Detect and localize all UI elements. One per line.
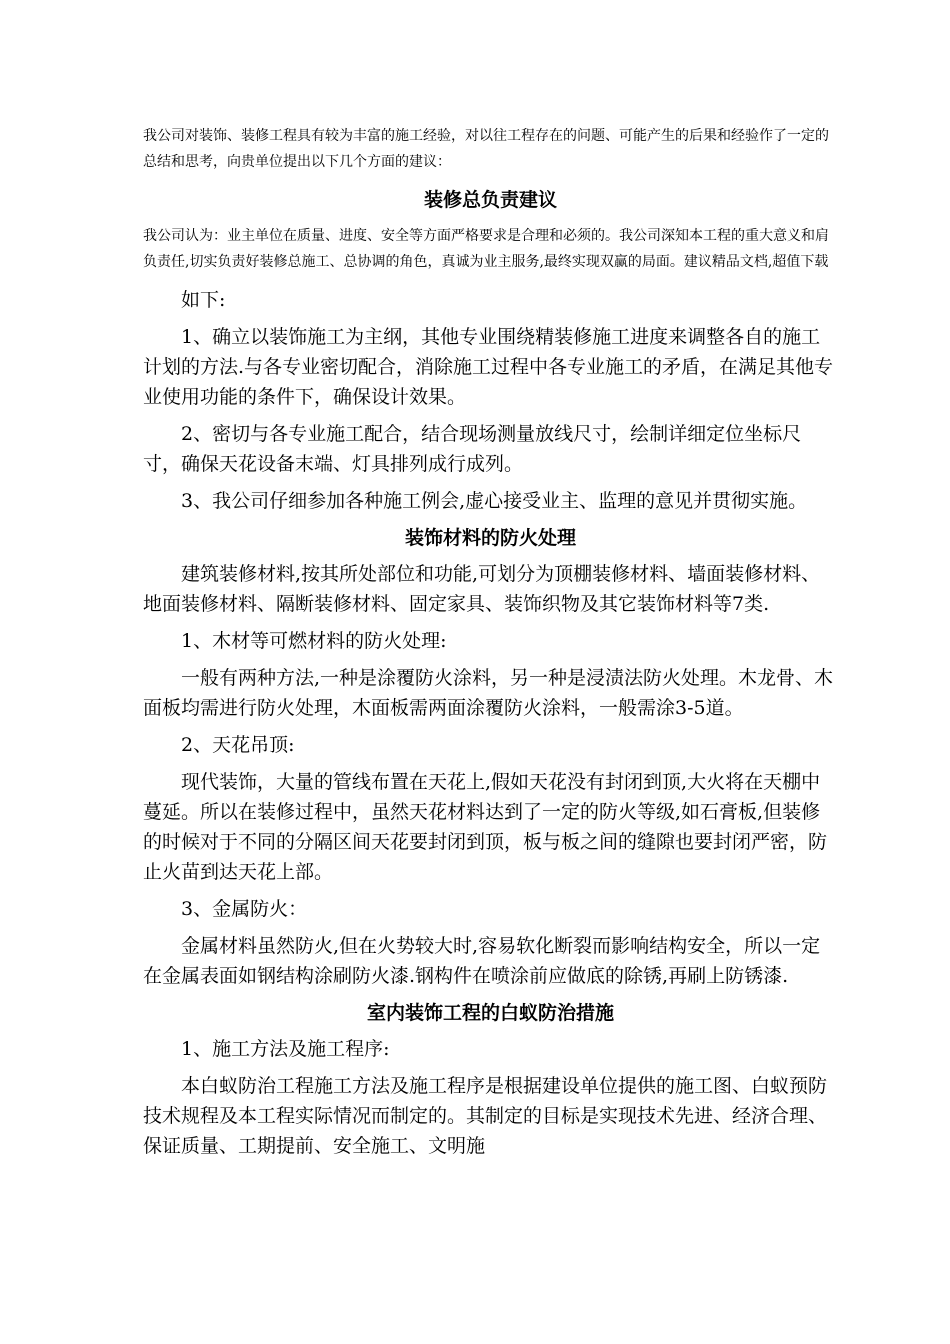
section-title-decoration-lead: 装修总负责建议 xyxy=(423,189,557,211)
body-paragraph: 如下: xyxy=(181,289,226,311)
section-title-termite-control: 室内装饰工程的白蚁防治措施 xyxy=(366,1002,614,1024)
body-paragraph: 1、施工方法及施工程序: xyxy=(181,1038,390,1060)
body-paragraph: 建筑装修材料,按其所处部位和功能,可划分为顶棚装修材料、墙面装修材料、地面装修材料、隔断装修材料、固定家具、装饰织物及其它装饰材料等7类. xyxy=(143,563,821,615)
body-paragraph: 1、木材等可燃材料的防火处理: xyxy=(181,630,447,652)
section-lead-paragraph: 我公司认为：业主单位在质量、进度、安全等方面严格要求是合理和必须的。我公司深知本工程的重大意义和肩负责任,切实负责好装修总施工、总协调的角色，真诚为业主服务,最终实现双赢的局面。建议精品文档,超值下载 xyxy=(143,228,829,270)
body-paragraph: 1、确立以装饰施工为主纲，其他专业围绕精装修施工进度来调整各自的施工计划的方法.与各专业密切配合，消除施工过程中各专业施工的矛盾，在满足其他专业使用功能的条件下，确保设计效果。 xyxy=(143,326,834,408)
body-paragraph: 2、密切与各专业施工配合，结合现场测量放线尺寸，绘制详细定位坐标尺寸，确保天花设备末端、灯具排列成行成列。 xyxy=(143,423,802,475)
body-paragraph: 一般有两种方法,一种是涂覆防火涂料，另一种是浸渍法防火处理。木龙骨、木面板均需进行防火处理，木面板需两面涂覆防火涂料，一般需涂3-5道。 xyxy=(143,667,834,719)
body-paragraph: 金属材料虽然防火,但在火势较大时,容易软化断裂而影响结构安全，所以一定在金属表面如钢结构涂刷防火漆.钢构件在喷涂前应做底的除锈,再刷上防锈漆. xyxy=(143,935,821,987)
body-paragraph: 3、金属防火： xyxy=(181,898,308,920)
document-body xyxy=(143,123,838,1168)
body-paragraph: 现代装饰，大量的管线布置在天花上,假如天花没有封闭到顶,大火将在天棚中蔓延。所以在装修过程中，虽然天花材料达到了一定的防火等级,如石膏板,但装修的时候对于不同的分隔区间天花要封闭到顶，板与板之间的缝隙也要封闭严密，防止火苗到达天花上部。 xyxy=(143,771,828,883)
body-paragraph: 本白蚁防治工程施工方法及施工程序是根据建设单位提供的施工图、白蚁预防技术规程及本工程实际情况而制定的。其制定的目标是实现技术先进、经济合理、保证质量、工期提前、安全施工、文明施 xyxy=(143,1075,828,1157)
body-paragraph: 3、我公司仔细参加各种施工例会,虚心接受业主、监理的意见并贯彻实施。 xyxy=(181,490,808,512)
intro-paragraph: 我公司对装饰、装修工程具有较为丰富的施工经验，对以往工程存在的问题、可能产生的后果和经验作了一定的总结和思考，向贵单位提出以下几个方面的建议： xyxy=(143,128,829,170)
body-paragraph: 2、天花吊顶: xyxy=(181,734,295,756)
section-title-fireproofing: 装饰材料的防火处理 xyxy=(404,527,576,549)
